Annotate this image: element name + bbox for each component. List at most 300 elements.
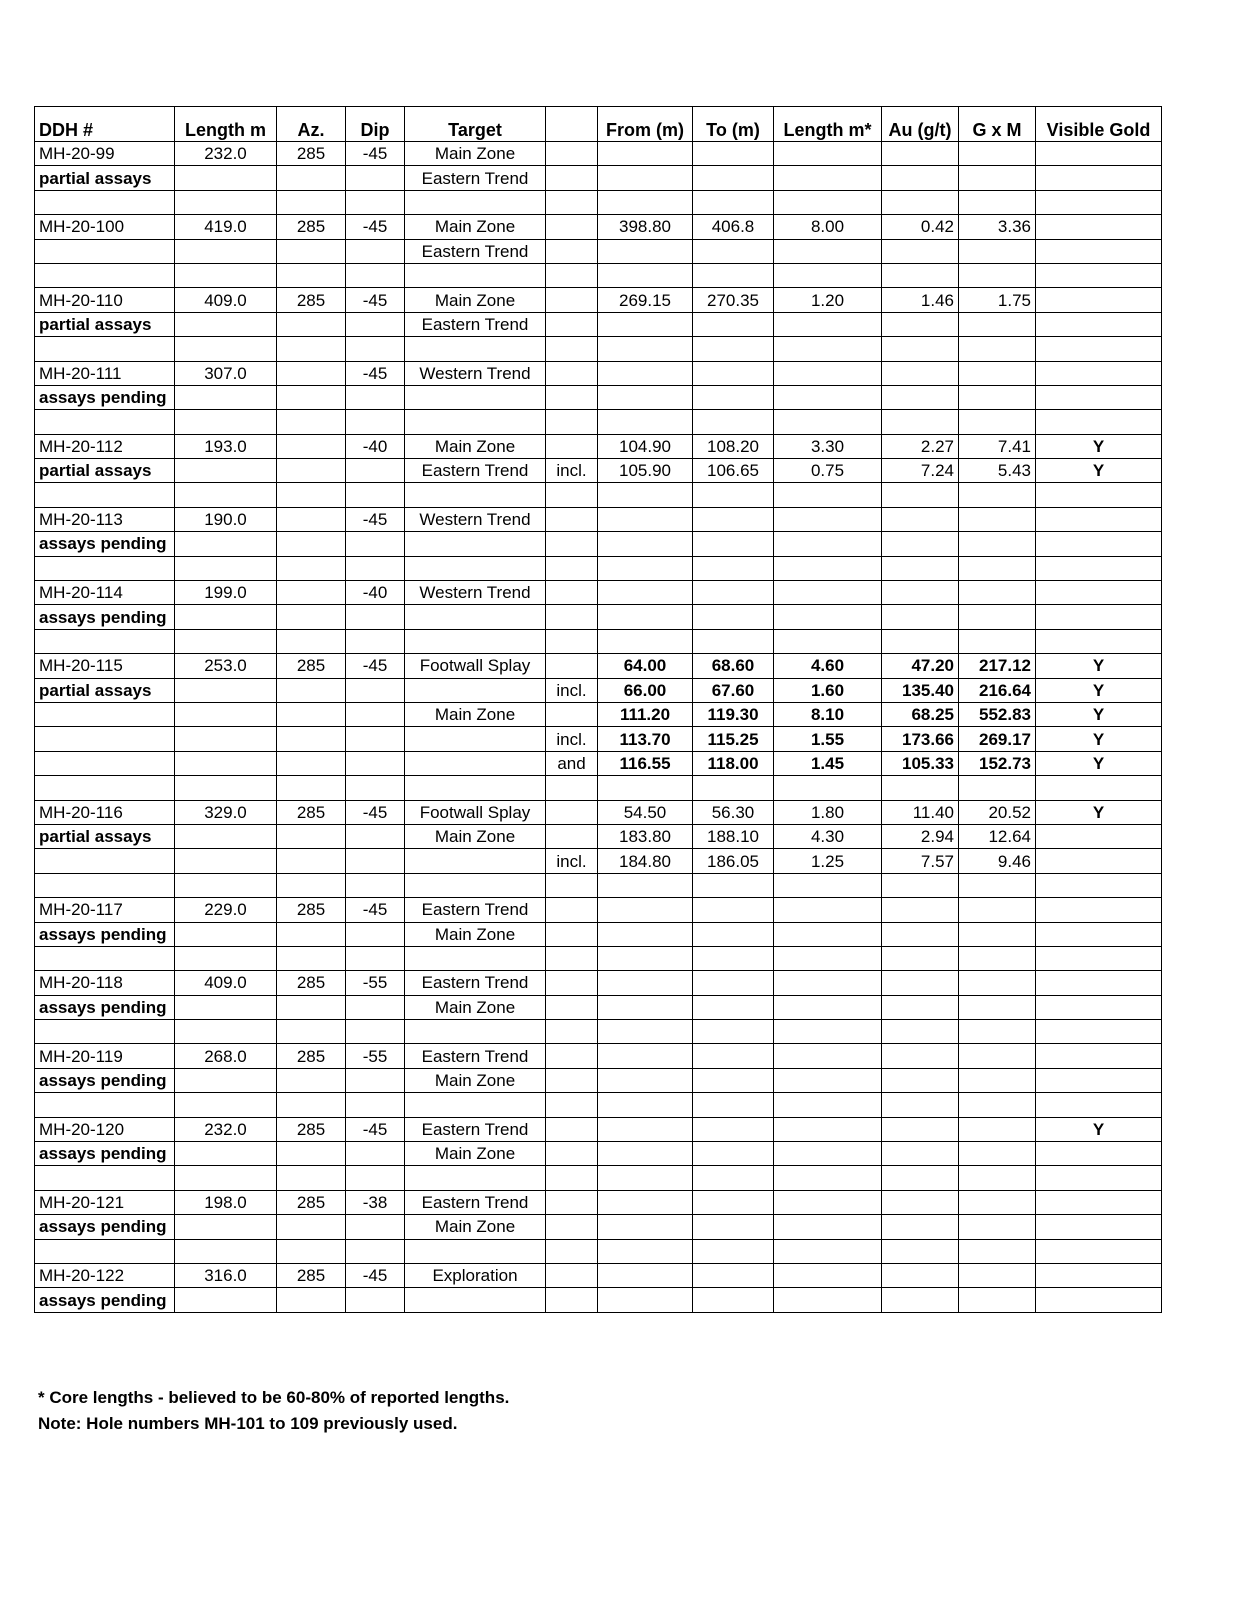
- cell-target: Exploration: [405, 1263, 546, 1287]
- table-row: [35, 654, 1162, 678]
- cell-visible-gold: [1036, 1093, 1162, 1117]
- cell-visible-gold: [1036, 971, 1162, 995]
- cell-from-m: [598, 1263, 693, 1287]
- cell-qualifier: [546, 971, 598, 995]
- column-header-visible-gold: Visible Gold: [1036, 107, 1162, 142]
- table-row: [35, 483, 1162, 507]
- cell-g-x-m: [959, 995, 1036, 1019]
- cell-dip: -45: [346, 800, 405, 824]
- cell-dip: [346, 1215, 405, 1239]
- table-row: [35, 922, 1162, 946]
- cell-azimuth: [277, 629, 346, 653]
- cell-target: Eastern Trend: [405, 898, 546, 922]
- cell-target: [405, 776, 546, 800]
- cell-au-gpt: [882, 629, 959, 653]
- cell-target: Eastern Trend: [405, 166, 546, 190]
- cell-azimuth: 285: [277, 898, 346, 922]
- cell-target: [405, 410, 546, 434]
- cell-azimuth: [277, 581, 346, 605]
- column-header-au-gpt: Au (g/t): [882, 107, 959, 142]
- cell-dip: [346, 385, 405, 409]
- cell-ddh: assays pending: [35, 605, 175, 629]
- cell-to-m: [693, 507, 774, 531]
- cell-dip: -45: [346, 288, 405, 312]
- table-row: [35, 263, 1162, 287]
- cell-from-m: [598, 361, 693, 385]
- table-row: [35, 1093, 1162, 1117]
- cell-visible-gold: [1036, 483, 1162, 507]
- cell-ddh: [35, 1020, 175, 1044]
- cell-au-gpt: [882, 483, 959, 507]
- cell-qualifier: [546, 361, 598, 385]
- cell-to-m: [693, 1215, 774, 1239]
- cell-from-m: [598, 971, 693, 995]
- cell-core-length-m: [774, 1190, 882, 1214]
- cell-g-x-m: [959, 385, 1036, 409]
- cell-core-length-m: [774, 361, 882, 385]
- cell-to-m: [693, 239, 774, 263]
- table-row: [35, 873, 1162, 897]
- cell-au-gpt: [882, 1142, 959, 1166]
- cell-target: Western Trend: [405, 507, 546, 531]
- cell-qualifier: [546, 1142, 598, 1166]
- cell-to-m: [693, 166, 774, 190]
- cell-from-m: [598, 605, 693, 629]
- cell-g-x-m: [959, 1117, 1036, 1141]
- cell-qualifier: [546, 898, 598, 922]
- cell-g-x-m: [959, 190, 1036, 214]
- cell-au-gpt: 105.33: [882, 751, 959, 775]
- cell-length-m: [175, 849, 277, 873]
- cell-target: Main Zone: [405, 702, 546, 726]
- cell-ddh: [35, 190, 175, 214]
- cell-to-m: [693, 312, 774, 336]
- cell-au-gpt: [882, 361, 959, 385]
- cell-azimuth: [277, 1142, 346, 1166]
- cell-visible-gold: [1036, 239, 1162, 263]
- cell-to-m: 106.65: [693, 459, 774, 483]
- table-row: [35, 1068, 1162, 1092]
- cell-qualifier: [546, 1044, 598, 1068]
- table-row: [35, 142, 1162, 166]
- cell-visible-gold: [1036, 1142, 1162, 1166]
- cell-length-m: [175, 1068, 277, 1092]
- cell-g-x-m: 5.43: [959, 459, 1036, 483]
- cell-from-m: [598, 239, 693, 263]
- cell-visible-gold: [1036, 1044, 1162, 1068]
- cell-dip: [346, 776, 405, 800]
- cell-dip: -45: [346, 1263, 405, 1287]
- cell-dip: [346, 605, 405, 629]
- cell-visible-gold: [1036, 1288, 1162, 1312]
- cell-g-x-m: [959, 1239, 1036, 1263]
- cell-ddh: [35, 849, 175, 873]
- cell-au-gpt: [882, 581, 959, 605]
- cell-core-length-m: 1.25: [774, 849, 882, 873]
- cell-g-x-m: [959, 166, 1036, 190]
- cell-azimuth: [277, 1093, 346, 1117]
- cell-g-x-m: 552.83: [959, 702, 1036, 726]
- cell-visible-gold: Y: [1036, 459, 1162, 483]
- column-header-target: Target: [405, 107, 546, 142]
- cell-length-m: [175, 727, 277, 751]
- cell-au-gpt: 47.20: [882, 654, 959, 678]
- cell-to-m: [693, 1093, 774, 1117]
- cell-g-x-m: [959, 1166, 1036, 1190]
- cell-qualifier: [546, 434, 598, 458]
- cell-core-length-m: [774, 922, 882, 946]
- table-row: [35, 702, 1162, 726]
- table-row: [35, 556, 1162, 580]
- cell-to-m: 68.60: [693, 654, 774, 678]
- cell-au-gpt: [882, 1044, 959, 1068]
- cell-dip: [346, 751, 405, 775]
- cell-g-x-m: [959, 337, 1036, 361]
- cell-core-length-m: [774, 1166, 882, 1190]
- cell-qualifier: [546, 776, 598, 800]
- cell-from-m: 269.15: [598, 288, 693, 312]
- cell-from-m: [598, 1142, 693, 1166]
- cell-length-m: [175, 824, 277, 848]
- cell-azimuth: [277, 1239, 346, 1263]
- cell-length-m: 190.0: [175, 507, 277, 531]
- cell-ddh: MH-20-122: [35, 1263, 175, 1287]
- cell-to-m: [693, 1190, 774, 1214]
- cell-au-gpt: [882, 556, 959, 580]
- table-row: [35, 751, 1162, 775]
- cell-dip: -40: [346, 434, 405, 458]
- cell-qualifier: [546, 873, 598, 897]
- cell-visible-gold: [1036, 1068, 1162, 1092]
- cell-ddh: MH-20-111: [35, 361, 175, 385]
- table-row: [35, 898, 1162, 922]
- cell-azimuth: [277, 507, 346, 531]
- cell-length-m: [175, 751, 277, 775]
- cell-to-m: [693, 1166, 774, 1190]
- cell-target: [405, 629, 546, 653]
- cell-visible-gold: [1036, 898, 1162, 922]
- cell-qualifier: [546, 142, 598, 166]
- cell-dip: [346, 459, 405, 483]
- cell-au-gpt: [882, 507, 959, 531]
- cell-g-x-m: 216.64: [959, 678, 1036, 702]
- drill-results-table: [34, 106, 1162, 1313]
- cell-qualifier: [546, 410, 598, 434]
- cell-qualifier: and: [546, 751, 598, 775]
- cell-from-m: [598, 556, 693, 580]
- cell-g-x-m: [959, 532, 1036, 556]
- cell-length-m: 329.0: [175, 800, 277, 824]
- cell-length-m: 232.0: [175, 142, 277, 166]
- cell-target: [405, 263, 546, 287]
- cell-to-m: [693, 946, 774, 970]
- cell-from-m: [598, 385, 693, 409]
- cell-au-gpt: [882, 142, 959, 166]
- cell-core-length-m: [774, 971, 882, 995]
- cell-visible-gold: [1036, 946, 1162, 970]
- cell-azimuth: [277, 776, 346, 800]
- cell-length-m: 198.0: [175, 1190, 277, 1214]
- table-row: [35, 1142, 1162, 1166]
- cell-g-x-m: [959, 1093, 1036, 1117]
- cell-ddh: assays pending: [35, 1068, 175, 1092]
- cell-length-m: [175, 605, 277, 629]
- cell-qualifier: [546, 1166, 598, 1190]
- table-row: [35, 1044, 1162, 1068]
- cell-ddh: partial assays: [35, 459, 175, 483]
- cell-to-m: 56.30: [693, 800, 774, 824]
- cell-ddh: [35, 702, 175, 726]
- cell-azimuth: 285: [277, 1190, 346, 1214]
- cell-visible-gold: Y: [1036, 800, 1162, 824]
- cell-azimuth: [277, 385, 346, 409]
- cell-au-gpt: [882, 776, 959, 800]
- cell-visible-gold: [1036, 1263, 1162, 1287]
- cell-core-length-m: 1.45: [774, 751, 882, 775]
- cell-length-m: [175, 873, 277, 897]
- cell-azimuth: [277, 678, 346, 702]
- cell-au-gpt: [882, 190, 959, 214]
- cell-dip: [346, 678, 405, 702]
- table-row: [35, 337, 1162, 361]
- cell-ddh: MH-20-114: [35, 581, 175, 605]
- cell-au-gpt: [882, 410, 959, 434]
- cell-au-gpt: [882, 1020, 959, 1044]
- cell-qualifier: [546, 1190, 598, 1214]
- cell-azimuth: [277, 1068, 346, 1092]
- cell-to-m: [693, 605, 774, 629]
- table-row: [35, 215, 1162, 239]
- cell-au-gpt: [882, 312, 959, 336]
- cell-visible-gold: [1036, 995, 1162, 1019]
- cell-to-m: [693, 1044, 774, 1068]
- cell-au-gpt: 1.46: [882, 288, 959, 312]
- cell-visible-gold: [1036, 288, 1162, 312]
- cell-core-length-m: [774, 1117, 882, 1141]
- cell-target: Western Trend: [405, 361, 546, 385]
- cell-visible-gold: [1036, 1190, 1162, 1214]
- cell-visible-gold: Y: [1036, 727, 1162, 751]
- cell-dip: [346, 873, 405, 897]
- cell-qualifier: [546, 605, 598, 629]
- cell-core-length-m: [774, 946, 882, 970]
- cell-dip: -38: [346, 1190, 405, 1214]
- cell-target: Eastern Trend: [405, 312, 546, 336]
- cell-length-m: [175, 629, 277, 653]
- cell-ddh: [35, 556, 175, 580]
- cell-length-m: [175, 337, 277, 361]
- cell-target: [405, 873, 546, 897]
- cell-g-x-m: [959, 1068, 1036, 1092]
- cell-dip: -45: [346, 361, 405, 385]
- cell-core-length-m: 1.20: [774, 288, 882, 312]
- cell-target: Eastern Trend: [405, 1117, 546, 1141]
- cell-azimuth: [277, 751, 346, 775]
- cell-to-m: 118.00: [693, 751, 774, 775]
- cell-to-m: [693, 776, 774, 800]
- cell-target: [405, 946, 546, 970]
- cell-core-length-m: [774, 1239, 882, 1263]
- cell-to-m: [693, 1068, 774, 1092]
- cell-dip: [346, 337, 405, 361]
- cell-core-length-m: 0.75: [774, 459, 882, 483]
- cell-from-m: 111.20: [598, 702, 693, 726]
- cell-from-m: 64.00: [598, 654, 693, 678]
- cell-length-m: [175, 410, 277, 434]
- cell-to-m: [693, 410, 774, 434]
- cell-ddh: MH-20-118: [35, 971, 175, 995]
- cell-dip: -55: [346, 1044, 405, 1068]
- table-row: [35, 849, 1162, 873]
- cell-dip: -45: [346, 142, 405, 166]
- cell-g-x-m: [959, 1020, 1036, 1044]
- cell-from-m: [598, 873, 693, 897]
- cell-qualifier: [546, 312, 598, 336]
- cell-ddh: MH-20-113: [35, 507, 175, 531]
- column-header-qualifier: [546, 107, 598, 142]
- cell-core-length-m: [774, 1068, 882, 1092]
- cell-visible-gold: [1036, 312, 1162, 336]
- cell-to-m: [693, 873, 774, 897]
- cell-g-x-m: 9.46: [959, 849, 1036, 873]
- cell-dip: [346, 922, 405, 946]
- cell-azimuth: [277, 361, 346, 385]
- cell-visible-gold: [1036, 556, 1162, 580]
- cell-au-gpt: [882, 922, 959, 946]
- table-row: [35, 434, 1162, 458]
- cell-from-m: 113.70: [598, 727, 693, 751]
- cell-ddh: [35, 629, 175, 653]
- cell-from-m: [598, 922, 693, 946]
- cell-ddh: MH-20-119: [35, 1044, 175, 1068]
- cell-ddh: [35, 873, 175, 897]
- cell-dip: [346, 946, 405, 970]
- cell-target: [405, 849, 546, 873]
- cell-ddh: assays pending: [35, 532, 175, 556]
- cell-ddh: [35, 337, 175, 361]
- cell-visible-gold: [1036, 605, 1162, 629]
- cell-azimuth: [277, 410, 346, 434]
- cell-au-gpt: 11.40: [882, 800, 959, 824]
- cell-core-length-m: 4.30: [774, 824, 882, 848]
- cell-g-x-m: 20.52: [959, 800, 1036, 824]
- cell-qualifier: [546, 1239, 598, 1263]
- cell-ddh: MH-20-115: [35, 654, 175, 678]
- cell-target: [405, 605, 546, 629]
- cell-length-m: [175, 946, 277, 970]
- cell-au-gpt: [882, 337, 959, 361]
- cell-core-length-m: [774, 385, 882, 409]
- cell-from-m: [598, 532, 693, 556]
- table-row: [35, 385, 1162, 409]
- cell-to-m: 270.35: [693, 288, 774, 312]
- cell-visible-gold: [1036, 337, 1162, 361]
- cell-target: Eastern Trend: [405, 1190, 546, 1214]
- cell-qualifier: [546, 1215, 598, 1239]
- cell-length-m: 193.0: [175, 434, 277, 458]
- cell-au-gpt: [882, 946, 959, 970]
- cell-ddh: assays pending: [35, 922, 175, 946]
- table-row: [35, 410, 1162, 434]
- cell-target: Eastern Trend: [405, 459, 546, 483]
- table-row: [35, 1288, 1162, 1312]
- cell-dip: -45: [346, 654, 405, 678]
- cell-core-length-m: 1.60: [774, 678, 882, 702]
- cell-to-m: [693, 361, 774, 385]
- cell-target: Western Trend: [405, 581, 546, 605]
- cell-visible-gold: Y: [1036, 702, 1162, 726]
- table-row: [35, 312, 1162, 336]
- table-row: [35, 1020, 1162, 1044]
- cell-g-x-m: [959, 873, 1036, 897]
- cell-azimuth: [277, 849, 346, 873]
- cell-qualifier: incl.: [546, 459, 598, 483]
- cell-from-m: [598, 629, 693, 653]
- cell-visible-gold: [1036, 190, 1162, 214]
- cell-to-m: [693, 1020, 774, 1044]
- cell-length-m: 409.0: [175, 288, 277, 312]
- cell-au-gpt: [882, 995, 959, 1019]
- table-row: [35, 1190, 1162, 1214]
- cell-length-m: [175, 1215, 277, 1239]
- cell-from-m: 116.55: [598, 751, 693, 775]
- cell-qualifier: incl.: [546, 727, 598, 751]
- table-row: [35, 361, 1162, 385]
- cell-core-length-m: [774, 1142, 882, 1166]
- cell-to-m: [693, 1142, 774, 1166]
- cell-dip: [346, 824, 405, 848]
- cell-g-x-m: [959, 629, 1036, 653]
- cell-au-gpt: [882, 605, 959, 629]
- cell-dip: [346, 1288, 405, 1312]
- cell-to-m: [693, 556, 774, 580]
- cell-qualifier: [546, 190, 598, 214]
- cell-to-m: [693, 971, 774, 995]
- cell-target: Main Zone: [405, 922, 546, 946]
- cell-au-gpt: 7.57: [882, 849, 959, 873]
- cell-azimuth: [277, 337, 346, 361]
- cell-azimuth: [277, 166, 346, 190]
- cell-from-m: [598, 995, 693, 1019]
- cell-to-m: [693, 898, 774, 922]
- cell-length-m: [175, 1142, 277, 1166]
- cell-core-length-m: [774, 532, 882, 556]
- cell-core-length-m: [774, 995, 882, 1019]
- cell-g-x-m: [959, 142, 1036, 166]
- cell-length-m: 229.0: [175, 898, 277, 922]
- cell-core-length-m: [774, 337, 882, 361]
- cell-ddh: [35, 263, 175, 287]
- cell-qualifier: [546, 337, 598, 361]
- cell-core-length-m: [774, 1215, 882, 1239]
- cell-ddh: MH-20-112: [35, 434, 175, 458]
- cell-core-length-m: [774, 581, 882, 605]
- cell-dip: [346, 1068, 405, 1092]
- cell-visible-gold: [1036, 824, 1162, 848]
- cell-au-gpt: 2.27: [882, 434, 959, 458]
- cell-au-gpt: 173.66: [882, 727, 959, 751]
- cell-length-m: [175, 1093, 277, 1117]
- cell-qualifier: [546, 629, 598, 653]
- cell-qualifier: [546, 654, 598, 678]
- cell-to-m: [693, 1239, 774, 1263]
- cell-from-m: [598, 337, 693, 361]
- cell-target: Main Zone: [405, 1215, 546, 1239]
- cell-azimuth: [277, 434, 346, 458]
- table-row: [35, 800, 1162, 824]
- cell-azimuth: [277, 190, 346, 214]
- cell-target: [405, 385, 546, 409]
